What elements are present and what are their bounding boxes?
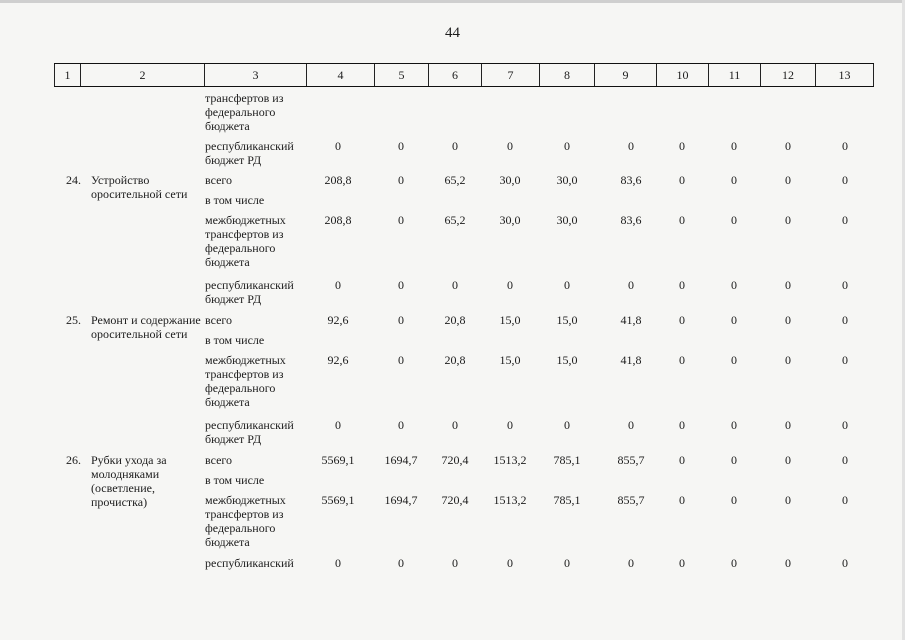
value-cell: 0	[785, 139, 791, 153]
value-cell: 1694,7	[384, 493, 418, 507]
header-cell: 7	[481, 64, 539, 86]
value-cell: 15,0	[499, 313, 521, 327]
value-cell: 20,8	[444, 313, 466, 327]
value-cell: 0	[564, 556, 570, 570]
header-cell: 6	[428, 64, 481, 86]
value-cell: 0	[842, 556, 848, 570]
value-cell: 0	[679, 556, 685, 570]
value-cell: 0	[507, 418, 513, 432]
value-cell: 0	[731, 493, 737, 507]
value-cell: 0	[452, 139, 458, 153]
value-cell: 0	[679, 353, 685, 367]
value-cell: 0	[564, 418, 570, 432]
value-cell: 0	[507, 139, 513, 153]
value-cell: 0	[398, 173, 404, 187]
value-cell: 1513,2	[493, 453, 527, 467]
value-cell: 0	[564, 278, 570, 292]
value-cell: 0	[842, 353, 848, 367]
value-cell: 0	[564, 139, 570, 153]
value-cell: 0	[679, 213, 685, 227]
funding-source: республиканский	[205, 556, 294, 570]
funding-source: межбюджетных трансфертов из федерального бюджета	[205, 213, 286, 269]
funding-source: в том числе	[205, 473, 265, 487]
value-cell: 0	[785, 278, 791, 292]
value-cell: 1694,7	[384, 453, 418, 467]
value-cell: 0	[452, 556, 458, 570]
value-cell: 0	[335, 278, 341, 292]
funding-source: республиканский бюджет РД	[205, 139, 294, 167]
value-cell: 0	[842, 453, 848, 467]
value-cell: 92,6	[327, 313, 349, 327]
value-cell: 0	[398, 278, 404, 292]
header-cell: 8	[539, 64, 594, 86]
header-cell: 4	[306, 64, 374, 86]
value-cell: 0	[452, 278, 458, 292]
value-cell: 0	[842, 213, 848, 227]
value-cell: 0	[628, 556, 634, 570]
value-cell: 855,7	[617, 493, 645, 507]
value-cell: 0	[507, 556, 513, 570]
value-cell: 30,0	[556, 173, 578, 187]
value-cell: 0	[731, 173, 737, 187]
header-cell: 10	[656, 64, 708, 86]
header-cell: 9	[594, 64, 656, 86]
header-cell: 1	[54, 64, 80, 86]
row-number: 26.	[66, 453, 81, 467]
value-cell: 1513,2	[493, 493, 527, 507]
value-cell: 0	[679, 453, 685, 467]
value-cell: 0	[785, 493, 791, 507]
value-cell: 15,0	[556, 313, 578, 327]
value-cell: 0	[731, 453, 737, 467]
row-number: 24.	[66, 173, 81, 187]
value-cell: 5569,1	[321, 453, 355, 467]
value-cell: 0	[679, 278, 685, 292]
funding-source: республиканский бюджет РД	[205, 418, 294, 446]
activity-name: Ремонт и содержание оросительной сети	[91, 313, 201, 341]
funding-source: межбюджетных трансфертов из федерального бюджета	[205, 353, 286, 409]
value-cell: 41,8	[620, 313, 642, 327]
value-cell: 0	[679, 139, 685, 153]
value-cell: 92,6	[327, 353, 349, 367]
value-cell: 0	[679, 313, 685, 327]
header-cell: 3	[204, 64, 306, 86]
value-cell: 720,4	[441, 493, 469, 507]
value-cell: 0	[398, 139, 404, 153]
value-cell: 0	[679, 493, 685, 507]
value-cell: 0	[731, 278, 737, 292]
value-cell: 0	[842, 313, 848, 327]
value-cell: 5569,1	[321, 493, 355, 507]
value-cell: 0	[398, 353, 404, 367]
value-cell: 0	[398, 556, 404, 570]
row-number: 25.	[66, 313, 81, 327]
value-cell: 0	[785, 418, 791, 432]
header-cell: 2	[80, 64, 204, 86]
value-cell: 0	[785, 213, 791, 227]
header-cell: 11	[708, 64, 760, 86]
value-cell: 0	[731, 139, 737, 153]
value-cell: 0	[731, 353, 737, 367]
value-cell: 0	[842, 418, 848, 432]
value-cell: 0	[628, 278, 634, 292]
scan-edge-top	[0, 0, 905, 3]
value-cell: 0	[842, 278, 848, 292]
value-cell: 0	[398, 418, 404, 432]
value-cell: 208,8	[324, 213, 352, 227]
value-cell: 30,0	[499, 213, 521, 227]
value-cell: 0	[398, 313, 404, 327]
funding-source: всего	[205, 453, 233, 467]
value-cell: 720,4	[441, 453, 469, 467]
header-cell: 5	[374, 64, 428, 86]
header-cell: 12	[760, 64, 815, 86]
funding-source: в том числе	[205, 193, 265, 207]
value-cell: 0	[731, 556, 737, 570]
funding-source: межбюджетных трансфертов из федерального бюджета	[205, 493, 286, 549]
value-cell: 0	[679, 418, 685, 432]
value-cell: 0	[842, 173, 848, 187]
activity-name: Рубки ухода за молодняками (осветление, прочистка)	[91, 453, 167, 509]
page-number: 44	[445, 25, 460, 41]
value-cell: 65,2	[444, 213, 466, 227]
value-cell: 15,0	[556, 353, 578, 367]
value-cell: 0	[785, 353, 791, 367]
value-cell: 0	[785, 313, 791, 327]
value-cell: 65,2	[444, 173, 466, 187]
value-cell: 208,8	[324, 173, 352, 187]
value-cell: 0	[731, 313, 737, 327]
value-cell: 83,6	[620, 213, 642, 227]
value-cell: 0	[452, 418, 458, 432]
value-cell: 0	[628, 418, 634, 432]
value-cell: 30,0	[499, 173, 521, 187]
value-cell: 20,8	[444, 353, 466, 367]
value-cell: 41,8	[620, 353, 642, 367]
value-cell: 0	[785, 173, 791, 187]
value-cell: 0	[507, 278, 513, 292]
value-cell: 785,1	[553, 453, 581, 467]
value-cell: 0	[842, 493, 848, 507]
value-cell: 785,1	[553, 493, 581, 507]
funding-source: в том числе	[205, 333, 265, 347]
table-header-row	[54, 63, 874, 87]
value-cell: 0	[335, 418, 341, 432]
funding-source: республиканский бюджет РД	[205, 278, 294, 306]
value-cell: 0	[628, 139, 634, 153]
value-cell: 0	[731, 213, 737, 227]
value-cell: 0	[731, 418, 737, 432]
value-cell: 83,6	[620, 173, 642, 187]
funding-source: всего	[205, 173, 233, 187]
value-cell: 15,0	[499, 353, 521, 367]
value-cell: 855,7	[617, 453, 645, 467]
funding-source: всего	[205, 313, 233, 327]
value-cell: 0	[679, 173, 685, 187]
value-cell: 0	[842, 139, 848, 153]
activity-name: Устройство оросительной сети	[91, 173, 188, 201]
value-cell: 0	[785, 556, 791, 570]
funding-source: трансфертов из федерального бюджета	[205, 91, 284, 133]
value-cell: 0	[335, 139, 341, 153]
value-cell: 30,0	[556, 213, 578, 227]
value-cell: 0	[335, 556, 341, 570]
value-cell: 0	[398, 213, 404, 227]
value-cell: 0	[785, 453, 791, 467]
header-cell: 13	[815, 64, 874, 86]
